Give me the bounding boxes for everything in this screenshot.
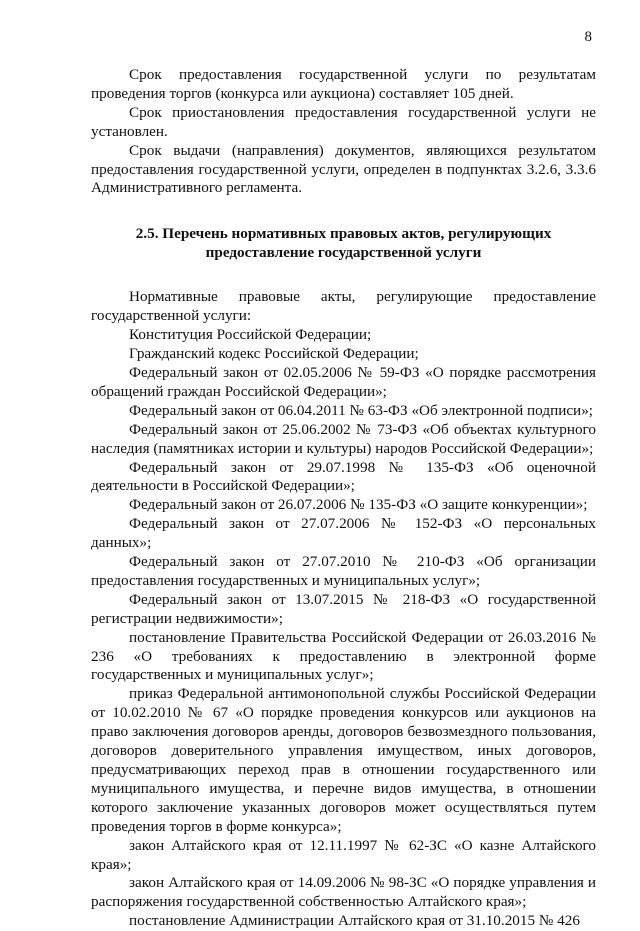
list-item: закон Алтайского края от 14.09.2006 № 98-ЗС «О порядке управления и распоряжения государственной собственностью Алтайского края»; bbox=[91, 874, 596, 911]
list-item: постановление Правительства Российской Федерации от 26.03.2016 № 236 «О требованиях к предоставлению в электронной форме государственных и муниципальных услуг»; bbox=[91, 628, 596, 684]
list-item: Федеральный закон от 27.07.2010 № 210-ФЗ «Об организации предоставления государственных и муниципальных услуг»; bbox=[91, 553, 596, 589]
list-item: Федеральный закон от 02.05.2006 № 59-ФЗ «О порядке рассмотрения обращений граждан Российской Федерации»; bbox=[91, 363, 596, 400]
list-item: Федеральный закон от 13.07.2015 № 218-ФЗ «О государственной регистрации недвижимости»; bbox=[91, 590, 596, 627]
paragraph: Срок приостановления предоставления государственной услуги не установлен. bbox=[91, 103, 596, 140]
list-item: Федеральный закон от 29.07.1998 № 135-ФЗ «Об оценочной деятельности в Российской Федерации»; bbox=[91, 458, 596, 495]
list-item: постановление Администрации Алтайского края от 31.10.2015 № 426 bbox=[129, 912, 580, 930]
list-item: приказ Федеральной антимонопольной службы Российской Федерации от 10.02.2010 № 67 «О порядке проведения конкурсов или аукционов на право заключения договоров аренды, договоров безвозмездного пользования, договоров доверительного управления имуществом, иных договоров, предусматривающих переход прав в отношении государственного или муниципального имущества, и перечне видов имущества, в отношении которого заключение указанных договоров может осуществляться путем проведения торгов в форме конкурса»; bbox=[91, 685, 596, 835]
document-body bbox=[91, 66, 596, 931]
page-number: 8 bbox=[584, 29, 592, 45]
paragraph: Нормативные правовые акты, регулирующие предоставление государственной услуги: bbox=[91, 288, 596, 325]
list-item: Федеральный закон от 27.07.2006 № 152-ФЗ «О персональных данных»; bbox=[91, 515, 596, 552]
list-item: Федеральный закон от 06.04.2011 № 63-ФЗ «Об электронной подписи»; bbox=[129, 401, 594, 419]
list-item: закон Алтайского края от 12.11.1997 № 62-ЗС «О казне Алтайского края»; bbox=[91, 836, 596, 873]
paragraph: Срок предоставления государственной услуги по результатам проведения торгов (конкурса или аукциона) составляет 105 дней. bbox=[91, 66, 596, 102]
section-heading-line: предоставление государственной услуги bbox=[205, 244, 482, 262]
section-heading-line: 2.5. Перечень нормативных правовых актов, регулирующих bbox=[135, 225, 552, 243]
list-item: Гражданский кодекс Российской Федерации; bbox=[129, 345, 419, 363]
list-item: Федеральный закон от 26.07.2006 № 135-ФЗ «О защите конкуренции»; bbox=[129, 496, 588, 514]
list-item: Федеральный закон от 25.06.2002 № 73-ФЗ «Об объектах культурного наследия (памятниках истории и культуры) народов Российской Федерации»; bbox=[91, 420, 596, 457]
list-item: Конституция Российской Федерации; bbox=[129, 326, 372, 344]
paragraph: Срок выдачи (направления) документов, являющихся результатом предоставления государственной услуги, определен в подпунктах 3.2.6, 3.3.6 Административного регламента. bbox=[91, 141, 596, 197]
section-heading bbox=[91, 224, 596, 262]
